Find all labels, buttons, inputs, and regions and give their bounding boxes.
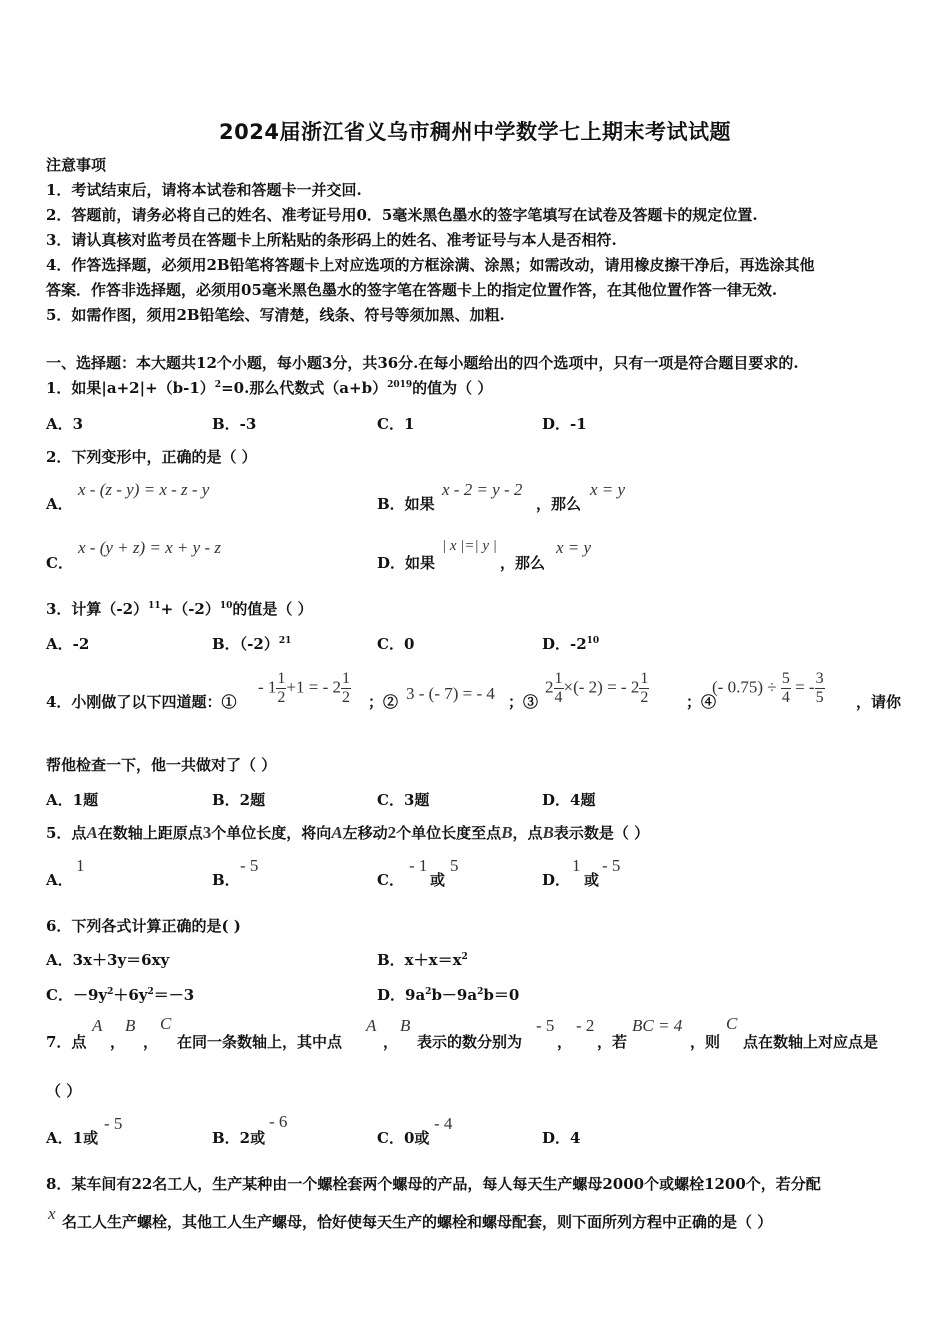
value: 1 [76, 856, 85, 875]
question-8-stem-cont: 名工人生产螺栓，其他工人生产螺母，恰好使每天生产的螺栓和螺母配套，则下面所列方程中正确的是（ ） [62, 1213, 773, 1231]
option-b: B．2题 [212, 791, 266, 809]
question-2-stem: 2．下列变形中，正确的是（ ） [46, 448, 257, 466]
value: 5 [450, 856, 459, 875]
formula: x - (z - y) = x - z - y [78, 480, 210, 499]
notice-item: 3．请认真核对监考员在答题卡上所粘贴的条形码上的姓名、准考证号与本人是否相符. [46, 231, 617, 249]
option-d: D．$9a^2b-9a^2b=0$ [377, 986, 520, 1004]
text: ，那么 [500, 554, 546, 572]
point: B [400, 1016, 411, 1035]
separator: ；④ [686, 693, 717, 711]
point: B [125, 1016, 136, 1035]
option-c: C． [46, 554, 73, 572]
value: - 6 [269, 1112, 288, 1131]
notice-item: 1．考试结束后，请将本试卷和答题卡一并交回. [46, 181, 362, 199]
option-d: D．-1 [542, 415, 587, 433]
question-4-stem-cont: 帮他检查一下，他一共做对了（ ） [46, 756, 277, 774]
question-3-stem: 3．计算$(-2)^{11}+(-2)^{10}$的值是（ ） [46, 600, 313, 618]
formula: x - (y + z) = x + y - z [78, 538, 221, 557]
formula: x = y [556, 538, 592, 557]
option-b: B．-3 [212, 415, 257, 433]
option-a: A．1或 [46, 1129, 99, 1147]
option-d: D． [542, 871, 571, 889]
option-b: B．$(-2)^{21}$ [212, 635, 292, 653]
option-c: C．$-9y^2+6y^2=-3$ [46, 986, 195, 1004]
text: ，请你 [856, 693, 902, 711]
text: ，则 [690, 1033, 721, 1051]
question-1-stem: 1．如果$|a+2|+(b-1)^2=0$.那么代数式$(a+b)^{2019}$的值为（ ） [46, 379, 493, 397]
formula: x = y [590, 480, 626, 499]
value: - 5 [104, 1114, 123, 1133]
point: A [366, 1016, 377, 1035]
text: ，那么 [536, 495, 582, 513]
text: ， [143, 1033, 159, 1051]
question-5-stem: 5．点A在数轴上距原点3个单位长度，将向A左移动2个单位长度至点B，点B表示数是（ ） [46, 823, 650, 842]
option-a: A．3x＋3y＝6xy [46, 951, 170, 969]
option-c: C．3题 [377, 791, 430, 809]
formula-3: 2 $\frac{1}{4}$ ×(- 2) = - 2 $\frac{1}{2}$ [545, 670, 649, 706]
point: A [92, 1016, 103, 1035]
value: - 5 [536, 1016, 555, 1035]
formula: BC = 4 [632, 1016, 683, 1035]
section-heading: 一、选择题：本大题共12个小题，每小题3分，共36分.在每小题给出的四个选项中，只有一项是符合题目要求的. [46, 354, 799, 372]
text: ， [557, 1033, 573, 1051]
option-d: D．如果 [377, 554, 436, 572]
formula: x - 2 = y - 2 [442, 480, 523, 499]
option-a: A．-2 [46, 635, 90, 653]
value: 1 [572, 856, 581, 875]
separator: ；② [368, 693, 399, 711]
option-a: A．3 [46, 415, 84, 433]
option-c: C．0或 [377, 1129, 430, 1147]
option-b: B．$x+x=x^2$ [377, 951, 468, 969]
text: 在同一条数轴上，其中点 [177, 1033, 343, 1051]
text: 或 [430, 871, 446, 889]
notice-item: 答案．作答非选择题，必须用05毫米黑色墨水的签字笔在答题卡上的指定位置作答，在其他位置作答一律无效. [46, 281, 778, 299]
text: 或 [584, 871, 600, 889]
option-a: A．1题 [46, 791, 99, 809]
answer-paren: （ ） [46, 1082, 82, 1100]
text: ，若 [597, 1033, 628, 1051]
text: ， [110, 1033, 126, 1051]
notice-item: 5．如需作图，须用2B铅笔绘、写清楚，线条、符号等须加黑、加粗. [46, 306, 505, 324]
formula-2: 3 - (- 7) = - 4 [406, 684, 495, 703]
question-7-stem: 7．点 [46, 1033, 87, 1051]
option-c: C．0 [377, 635, 415, 653]
value: - 4 [434, 1114, 453, 1133]
option-b: B．如果 [377, 495, 435, 513]
point: C [160, 1014, 172, 1033]
option-b: B． [212, 871, 240, 889]
separator: ；③ [508, 693, 539, 711]
text: 点在数轴上对应点是 [743, 1033, 879, 1051]
formula-4: (- 0.75) ÷ $\frac{5}{4}$ = - $\frac{3}{5}$ [712, 670, 824, 706]
point: C [726, 1014, 738, 1033]
formula-1: - 1 $\frac{1}{2}$ +1 = - 2 $\frac{1}{2}$ [258, 670, 351, 706]
question-4-stem: 4．小刚做了以下四道题：① [46, 693, 237, 711]
value: - 5 [602, 856, 621, 875]
notice-item: 4．作答选择题，必须用2B铅笔将答题卡上对应选项的方框涂满、涂黑；如需改动，请用橡皮擦干净后，再选涂其他 [46, 256, 815, 274]
text: ， [383, 1033, 399, 1051]
option-d: D．4题 [542, 791, 596, 809]
value: - 5 [240, 856, 259, 875]
question-6-stem: 6．下列各式计算正确的是( ) [46, 917, 241, 935]
notice-item: 2．答题前，请务必将自己的姓名、准考证号用0．5毫米黑色墨水的签字笔填写在试卷及答题卡的规定位置. [46, 206, 758, 224]
text: 表示的数分别为 [417, 1033, 523, 1051]
notice-heading: 注意事项 [46, 156, 107, 174]
option-a: A． [46, 495, 73, 513]
page-title: 2024届浙江省义乌市稠州中学数学七上期末考试试题 [219, 120, 731, 144]
option-d: D．$-2^{10}$ [542, 635, 600, 653]
value: - 1 [409, 856, 428, 875]
option-c: C． [377, 871, 404, 889]
value: - 2 [576, 1016, 595, 1035]
option-b: B．2或 [212, 1129, 266, 1147]
option-a: A． [46, 871, 73, 889]
variable: x [48, 1204, 56, 1223]
formula: | x |=| y | [442, 538, 497, 554]
option-c: C．1 [377, 415, 415, 433]
option-d: D．4 [542, 1129, 581, 1147]
question-8-stem: 8．某车间有22名工人，生产某种由一个螺栓套两个螺母的产品，每人每天生产螺母2000个或螺栓1200个，若分配 [46, 1175, 821, 1193]
